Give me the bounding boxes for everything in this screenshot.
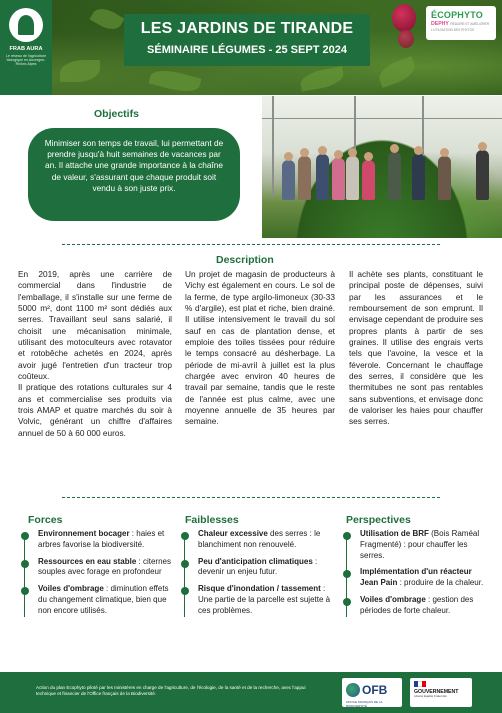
header-banner bbox=[0, 0, 502, 95]
ofb-icon bbox=[346, 683, 360, 697]
list-item: Utilisation de BRF (Bois Raméal Fragmenté) : pour chauffer les serres. bbox=[346, 529, 492, 561]
description-paragraph: Un projet de magasin de producteurs à Vichy est également en cours. Le sol de la ferme, de type argilo-limoneux (30-33 % d'argile), est plat et riche, bien drainé. Il utilise intensivement le travail du sol sauf en cas de plantation dense, et emploie des toiles tissées pour réduire le temps consacré au désherbage. La période de mi-avril à juillet est la plus chargée avec environ 40 heures de travail par semaine, tandis que le reste de l'année est plus calme, avec une moyenne annuelle de 35 heures par semaine. bbox=[185, 269, 335, 427]
description-column-3 bbox=[349, 269, 483, 428]
bullet-dot-icon bbox=[343, 570, 351, 578]
gouvernement-logo-name: GOUVERNEMENT bbox=[414, 689, 459, 695]
ofb-logo-tagline: OFFICE FRANÇAIS DE LA BIODIVERSITÉ bbox=[346, 700, 383, 708]
footer bbox=[0, 672, 502, 713]
description-paragraph: Il achète ses plants, constituant le principal poste de dépenses, suivi par les assurances et le remboursement de son emprunt. Il envisage cependant de produire ses propres plants à partir de ses graines. Il utilise des engrais verts tels que l'avoine, la vesce et la féverole. Concernant le chauffage des serres, il considère que les thermitubes ne sont pas rentables sans subventions, et envisage donc de valoriser les haies pour chauffer ses serres. bbox=[349, 269, 483, 427]
objectifs-text: Minimiser son temps de travail, lui permettant de prendre jusqu'à huit semaines de vacances par an. Il attache une grande importance à la chaîne de valeur, s'assurant que chaque produit soit vendu à son juste prix. bbox=[28, 128, 240, 221]
objectifs-heading: Objectifs bbox=[94, 108, 139, 120]
frab-logo-name: FRAB AURA bbox=[9, 46, 43, 52]
footer-credits: Action du plan Ecophyto piloté par les ministères en charge de l'agriculture, de l'écologie, de la santé et de la recherche, avec l'appui technique et financier de l'Office français de la Biodiversité. bbox=[36, 685, 306, 696]
visitor-figure bbox=[346, 156, 359, 200]
foliage-decoration bbox=[60, 60, 100, 82]
visitor-figure bbox=[438, 156, 451, 200]
description-divider-top bbox=[62, 244, 440, 245]
dephy-label: DEPHY RÉDUIRE ET AMÉLIORER L'UTILISATION DES PHYTOS bbox=[431, 21, 490, 32]
list-item: Voiles d'ombrage : diminution effets du changement climatique, bien que non encore utilisés. bbox=[24, 584, 176, 616]
foliage-decoration bbox=[149, 66, 202, 95]
bullet-dot-icon bbox=[343, 598, 351, 606]
beetroot-decoration bbox=[392, 4, 416, 32]
beetroot-decoration bbox=[398, 30, 414, 48]
frab-logo-tagline: Le réseau de l'agriculture biologique en Auvergne-Rhône-Alpes bbox=[5, 54, 47, 67]
foliage-decoration bbox=[376, 56, 419, 88]
bullet-dot-icon bbox=[21, 587, 29, 595]
bullet-dot-icon bbox=[181, 532, 189, 540]
bullet-dot-icon bbox=[21, 532, 29, 540]
forces-heading: Forces bbox=[28, 514, 63, 526]
foliage-decoration bbox=[299, 66, 345, 91]
description-divider-bottom bbox=[62, 497, 440, 498]
visitor-figure bbox=[388, 152, 401, 200]
description-paragraph: Il pratique des rotations culturales sur 4 ans et commercialise ses produits via trois AMAP et quatre marchés du soir à Volvic, générant un chiffre d'affaires annuel de 50 à 60 000 euros. bbox=[18, 382, 172, 438]
description-heading: Description bbox=[216, 254, 274, 266]
perspectives-heading: Perspectives bbox=[346, 514, 411, 526]
forces-list bbox=[24, 529, 176, 623]
visitor-figure bbox=[282, 160, 295, 200]
description-column-2 bbox=[185, 269, 335, 428]
farm-visit-photo bbox=[262, 96, 502, 238]
list-item: Implémentation d'un réacteur Jean Pain : produire de la chaleur. bbox=[346, 567, 492, 589]
faiblesses-list bbox=[184, 529, 340, 623]
list-item: Environnement bocager : haies et arbres favorise la biodiversité. bbox=[24, 529, 176, 551]
visitor-figure bbox=[412, 154, 425, 200]
page-title: LES JARDINS DE TIRANDE bbox=[140, 20, 354, 37]
list-item: Chaleur excessive des serres : le blanchiment non renouvelé. bbox=[184, 529, 340, 551]
marianne-flag-icon bbox=[414, 681, 426, 687]
list-item: Voiles d'ombrage : gestion des périodes de forte chaleur. bbox=[346, 595, 492, 617]
list-item: Ressources en eau stable : citernes souples avec forage en profondeur bbox=[24, 557, 176, 579]
bullet-dot-icon bbox=[21, 560, 29, 568]
visitor-figure bbox=[362, 160, 375, 200]
description-column-1 bbox=[18, 269, 172, 439]
page-subtitle: SÉMINAIRE LÉGUMES - 25 SEPT 2024 bbox=[147, 44, 347, 56]
perspectives-list bbox=[346, 529, 492, 623]
description-paragraph: En 2019, après une carrière de commercial dans l'industrie de l'emballage, il s'installe sur une ferme de 5000 m², dont 1100 m² sont dédiés aux serres. Travaillant seul sans salarié, il choisit une mécanisation minimale, utilisant des motoculteurs avec rotavator et rotobêche achetés en 2024, après avoir jugé l'entretien d'un tracteur trop coûteux. bbox=[18, 269, 172, 382]
ecophyto-logo-name: ÉCOPHYTO bbox=[431, 10, 483, 20]
bullet-dot-icon bbox=[343, 532, 351, 540]
faiblesses-heading: Faiblesses bbox=[185, 514, 239, 526]
visitor-figure bbox=[298, 156, 311, 200]
visitor-figure bbox=[316, 154, 329, 200]
bullet-dot-icon bbox=[181, 560, 189, 568]
frab-aura-logo bbox=[0, 0, 52, 95]
list-item: Peu d'anticipation climatiques : devenir un enjeu futur. bbox=[184, 557, 340, 579]
list-item: Risque d'inondation / tassement : Une partie de la parcelle est sujette à ces problèmes. bbox=[184, 584, 340, 616]
ecophyto-logo bbox=[426, 6, 496, 40]
foliage-decoration bbox=[90, 4, 125, 35]
frab-leaf-icon bbox=[9, 8, 43, 42]
ofb-logo bbox=[342, 678, 402, 707]
gouvernement-logo-tagline: Liberté Égalité Fraternité bbox=[414, 694, 447, 698]
ofb-logo-name: OFB bbox=[362, 682, 388, 697]
gouvernement-logo bbox=[410, 678, 472, 707]
bullet-dot-icon bbox=[181, 587, 189, 595]
visitor-figure bbox=[332, 158, 345, 200]
title-block bbox=[124, 14, 370, 66]
visitor-figure bbox=[476, 150, 489, 200]
